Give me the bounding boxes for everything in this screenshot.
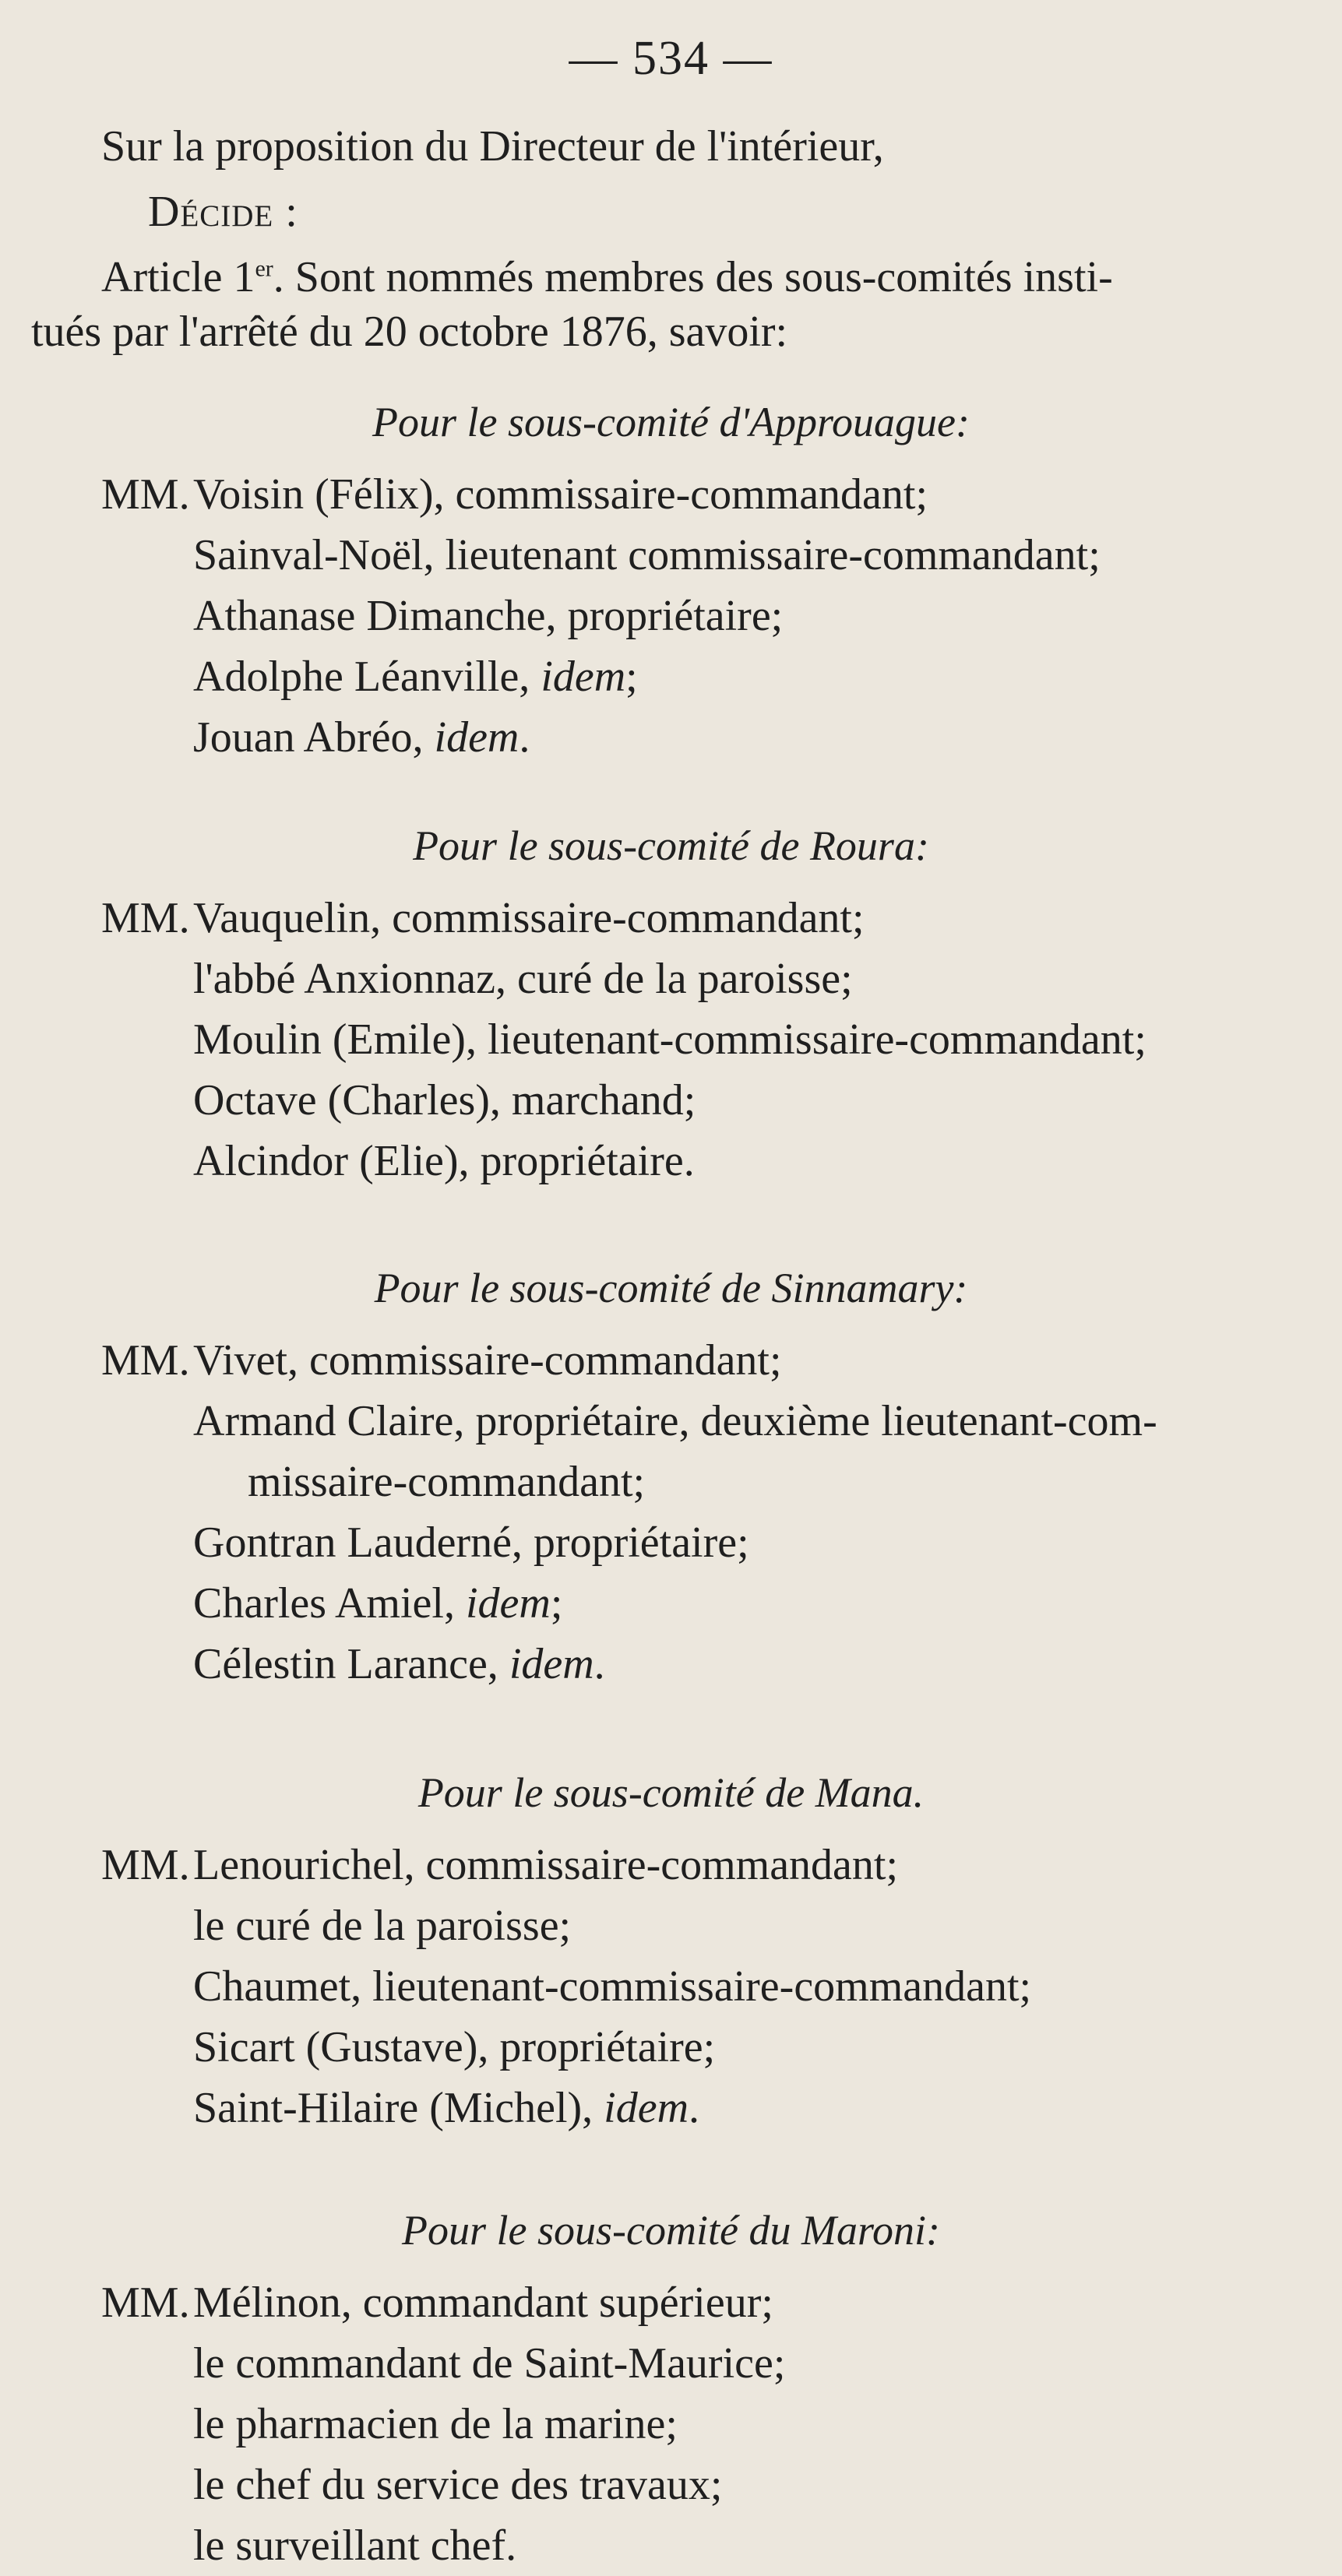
- member-entry-text: Charles Amiel,: [193, 1579, 466, 1628]
- member-entry: [193, 525, 1315, 586]
- article-line-2: tués par l'arrêté du 20 octobre 1876, savoir:: [31, 308, 788, 356]
- member-entry-text: Octave (Charles), marchand;: [193, 1076, 696, 1124]
- member-entry-text: Adolphe Léanville,: [193, 653, 541, 701]
- member-entry-punctuation: ;: [550, 1579, 563, 1628]
- decide-label: Décide :: [148, 188, 298, 236]
- member-entry-idem: idem: [604, 2084, 689, 2132]
- member-entry: [193, 948, 1315, 1009]
- messieurs-label: MM.: [101, 2279, 190, 2327]
- member-entry: [193, 1452, 1315, 1512]
- messieurs-label: MM.: [101, 1336, 190, 1385]
- messieurs-label: MM.: [101, 470, 190, 519]
- member-entry: [193, 1330, 1315, 1391]
- member-entry: [193, 2017, 1315, 2078]
- section-heading: Pour le sous-comité de Roura:: [413, 822, 929, 869]
- member-entry-text: Chaumet, lieutenant-commissaire-commandant;: [193, 1962, 1032, 2011]
- member-entry-text: Sainval-Noël, lieutenant commissaire-commandant;: [193, 531, 1101, 579]
- member-entry-text: Sicart (Gustave), propriétaire;: [193, 2023, 716, 2071]
- member-entry-text: Vauquelin, commissaire-commandant;: [193, 894, 865, 942]
- member-entry: [193, 1009, 1315, 1070]
- messieurs-label: MM.: [101, 894, 190, 942]
- member-entry-text: l'abbé Anxionnaz, curé de la paroisse;: [193, 955, 853, 1003]
- member-entry-idem: idem: [541, 653, 626, 701]
- member-entry: [193, 1391, 1315, 1452]
- member-entry-text: Alcindor (Elie), propriétaire.: [193, 1137, 695, 1185]
- member-entry: [193, 586, 1315, 646]
- article-label: Article 1: [101, 253, 255, 301]
- member-entries: [193, 1835, 1315, 2138]
- member-entry-text: Lenourichel, commissaire-commandant;: [193, 1841, 899, 1889]
- member-entry-text: missaire-commandant;: [248, 1458, 646, 1506]
- member-entries: [193, 1330, 1315, 1694]
- member-entry-idem: idem: [509, 1640, 594, 1688]
- member-entries: [193, 2272, 1315, 2576]
- member-entry-punctuation: .: [519, 713, 530, 762]
- member-entry-text: Athanase Dimanche, propriétaire;: [193, 592, 784, 640]
- section-heading: Pour le sous-comité de Sinnamary:: [374, 1265, 968, 1311]
- member-entry: [193, 2394, 1315, 2455]
- article-superscript: er: [255, 255, 273, 282]
- member-entry-text: le chef du service des travaux;: [193, 2461, 723, 2509]
- member-entry: [193, 646, 1315, 707]
- member-entries: [193, 888, 1315, 1191]
- member-entry-text: Saint-Hilaire (Michel),: [193, 2084, 604, 2132]
- intro-line: Sur la proposition du Directeur de l'intérieur,: [101, 122, 884, 171]
- section-heading: Pour le sous-comité de Mana.: [417, 1769, 925, 1816]
- member-entry-text: Mélinon, commandant supérieur;: [193, 2279, 773, 2327]
- member-entry: [193, 1835, 1315, 1895]
- section-heading: Pour le sous-comité du Maroni:: [402, 2207, 940, 2254]
- member-entry-text: le surveillant chef.: [193, 2521, 517, 2570]
- member-entry: [193, 1895, 1315, 1956]
- member-entry-idem: idem: [465, 1579, 551, 1628]
- member-entries: [193, 464, 1315, 768]
- member-entry-text: le commandant de Saint-Maurice;: [193, 2339, 786, 2388]
- member-entry: [193, 464, 1315, 525]
- member-entry-text: Vivet, commissaire-commandant;: [193, 1336, 782, 1385]
- member-entry-text: Célestin Larance,: [193, 1640, 509, 1688]
- member-entry: [193, 2078, 1315, 2138]
- member-entry-text: Armand Claire, propriétaire, deuxième lieutenant-com-: [193, 1397, 1157, 1445]
- member-entry: [193, 2515, 1315, 2576]
- article-line-1: [101, 246, 1254, 308]
- member-entry: [193, 888, 1315, 948]
- member-entry: [193, 2333, 1315, 2394]
- member-entry: [193, 1956, 1315, 2017]
- member-entry: [193, 1070, 1315, 1131]
- decide-heading: [148, 181, 298, 243]
- member-entry-text: Voisin (Félix), commissaire-commandant;: [193, 470, 928, 519]
- member-entry-text: le curé de la paroisse;: [193, 1902, 572, 1950]
- article-line-1-text: . Sont nommés membres des sous-comités insti-: [273, 253, 1113, 301]
- member-entry-text: Moulin (Emile), lieutenant-commissaire-commandant;: [193, 1015, 1147, 1064]
- member-entry-text: le pharmacien de la marine;: [193, 2400, 678, 2448]
- member-entry-idem: idem: [434, 713, 520, 762]
- member-entry-text: Gontran Lauderné, propriétaire;: [193, 1519, 749, 1567]
- member-entry: [193, 1573, 1315, 1634]
- member-entry: [193, 707, 1315, 768]
- member-entry: [193, 1512, 1315, 1573]
- page-number: — 534 —: [569, 32, 773, 85]
- member-entry: [193, 2455, 1315, 2515]
- member-entry: [193, 1634, 1315, 1694]
- member-entry-punctuation: .: [689, 2084, 700, 2132]
- member-entry: [193, 1131, 1315, 1191]
- member-entry-punctuation: .: [594, 1640, 605, 1688]
- member-entry-text: Jouan Abréo,: [193, 713, 435, 762]
- member-entry-punctuation: ;: [625, 653, 638, 701]
- section-heading: Pour le sous-comité d'Approuague:: [372, 399, 970, 445]
- member-entry: [193, 2272, 1315, 2333]
- messieurs-label: MM.: [101, 1841, 190, 1889]
